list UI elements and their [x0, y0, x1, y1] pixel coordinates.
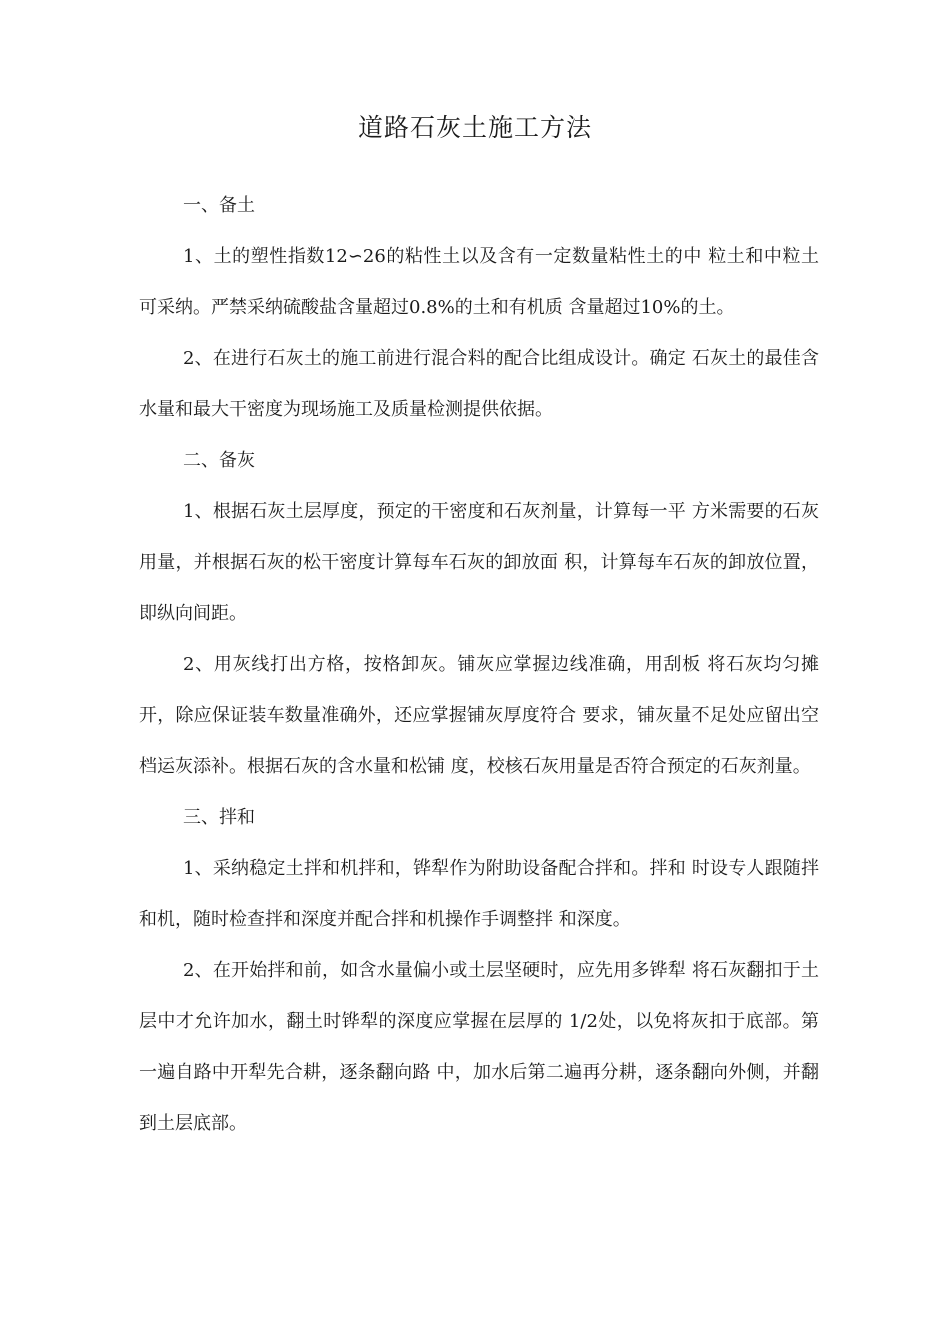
document-body [139, 180, 819, 1149]
section-heading-prepare-soil: 一、备土 [183, 195, 255, 216]
paragraph: 2、用灰线打出方格，按格卸灰。铺灰应掌握边线准确，用刮板 将石灰均匀摊开，除应保证装车数量准确外，还应掌握铺灰厚度符合 要求，铺灰量不足处应留出空档运灰添补。根据石灰的含水量和松铺 度，校核石灰用量是否符合预定的石灰剂量。 [139, 654, 819, 777]
paragraph: 1、根据石灰土层厚度，预定的干密度和石灰剂量，计算每一平 方米需要的石灰用量，并根据石灰的松干密度计算每车石灰的卸放面 积，计算每车石灰的卸放位置，即纵向间距。 [139, 501, 819, 624]
paragraph: 2、在进行石灰土的施工前进行混合料的配合比组成设计。确定 石灰土的最佳含水量和最大干密度为现场施工及质量检测提供依据。 [139, 348, 819, 420]
section-heading-prepare-lime: 二、备灰 [183, 450, 255, 471]
paragraph: 2、在开始拌和前，如含水量偏小或土层坚硬时，应先用多铧犁 将石灰翻扣于土层中才允许加水，翻土时铧犁的深度应掌握在层厚的 1/2处，以免将灰扣于底部。第一遍自路中开犁先合耕，逐条翻向路 中，加水后第二遍再分耕，逐条翻向外侧，并翻到土层底部。 [139, 960, 819, 1134]
document-title: 道路石灰土施工方法 [357, 113, 592, 142]
paragraph: 1、采纳稳定土拌和机拌和，铧犁作为附助设备配合拌和。拌和 时设专人跟随拌和机，随时检查拌和深度并配合拌和机操作手调整拌 和深度。 [139, 858, 819, 930]
section-heading-mixing: 三、拌和 [183, 807, 255, 828]
paragraph: 1、土的塑性指数12∽26的粘性土以及含有一定数量粘性土的中 粒土和中粒土可采纳。严禁采纳硫酸盐含量超过0.8%的土和有机质 含量超过10%的土。 [139, 246, 819, 318]
